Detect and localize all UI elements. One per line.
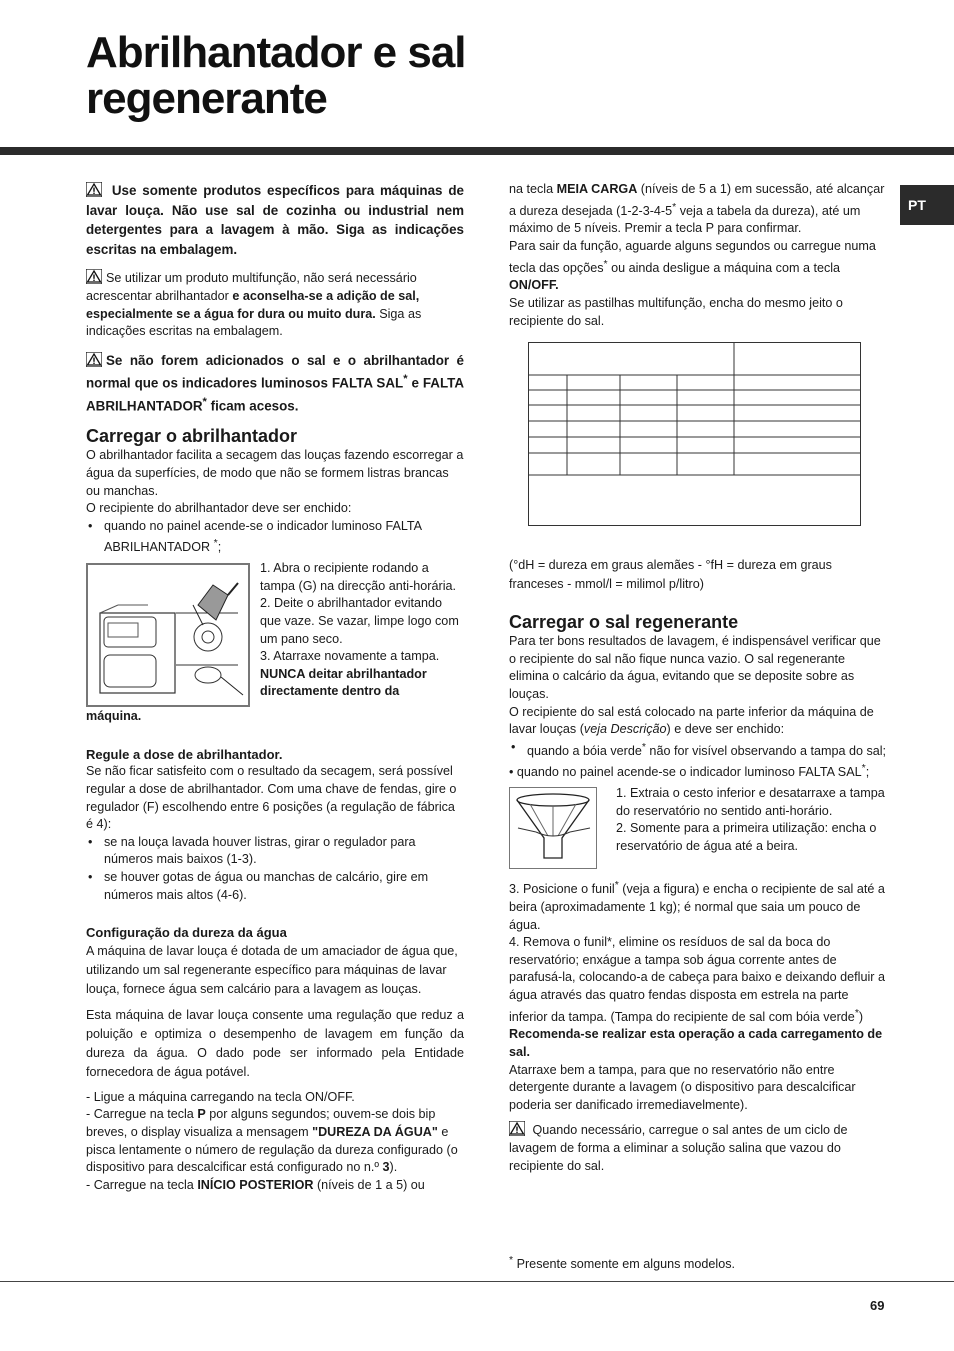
warning-icon bbox=[86, 182, 102, 197]
step-3: 3. Atarraxe novamente a tampa. bbox=[260, 649, 440, 664]
footnote-star: * bbox=[603, 257, 608, 270]
dispenser-drawing bbox=[88, 565, 248, 705]
footer-rule bbox=[0, 1281, 954, 1282]
footnote bbox=[509, 1252, 887, 1274]
salt-step-2: 2. Somente para a primeira utilização: encha o reservatório de água até a beira. bbox=[616, 821, 877, 854]
footnote-text: Presente somente em alguns modelos. bbox=[513, 1257, 736, 1272]
text: ) e deve ser enchido: bbox=[666, 722, 785, 737]
heading-dose: Regule a dose de abrilhantador. bbox=[86, 746, 283, 762]
rinse-aid-list bbox=[86, 518, 464, 557]
text: e pisca lentamente o número de regulação da dureza configurado (o dispositivo para descalcificar está configurado no n.º bbox=[86, 1124, 458, 1175]
multifunction-tablets: Se utilizar as pastilhas multifunção, encha do mesmo jeito o recipiente do sal. bbox=[509, 295, 843, 328]
salt-steps-1-2 bbox=[616, 785, 887, 855]
header-rule bbox=[0, 147, 954, 155]
warning-multifunction-bold: e aconselha-se a adição de sal, especialmente se a água for dura ou muito dura. bbox=[86, 288, 420, 321]
text: (níveis de 5 a 1) em sucessão, até alcançar a dureza desejada (1-2-3-4-5 bbox=[509, 182, 885, 218]
hardness-step-3-cont bbox=[509, 181, 887, 238]
text: 3. Posicione o funil bbox=[509, 882, 615, 897]
text: ). bbox=[389, 1160, 398, 1175]
key-on-off: ON/OFF. bbox=[509, 278, 559, 293]
text: (níveis de 1 a 5) ou bbox=[313, 1177, 425, 1192]
hardness-step-2 bbox=[86, 1106, 464, 1176]
text: não for visível observando a tampa do sal; bbox=[645, 743, 887, 758]
warning-icon bbox=[86, 269, 102, 284]
page-title: Abrilhantador e sal regenerante bbox=[86, 28, 466, 123]
setting-number: 3 bbox=[382, 1160, 390, 1175]
salt-indicator bbox=[509, 760, 887, 782]
footnote-star: * bbox=[854, 1006, 859, 1019]
rinse-aid-dispenser-illustration bbox=[86, 563, 250, 707]
list-item bbox=[86, 518, 464, 557]
heading-hardness: Configuração da dureza da água bbox=[86, 925, 287, 941]
hardness-table-grid bbox=[529, 343, 860, 525]
footnote-star: * bbox=[202, 396, 207, 409]
warning-indicators-text-2: e FALTA ABRILHANTADOR bbox=[86, 375, 464, 414]
text: na tecla bbox=[509, 182, 557, 196]
text: quando a bóia verde bbox=[527, 743, 642, 758]
footnote-star: * bbox=[509, 1254, 514, 1266]
warning-icon bbox=[509, 1121, 525, 1136]
footnote-star: * bbox=[641, 740, 646, 753]
salt-warning bbox=[509, 1121, 887, 1175]
step-1: 1. Abra o recipiente rodando a tampa (G) na direcção anti-horária. bbox=[260, 561, 456, 593]
text: ) bbox=[858, 1009, 864, 1024]
salt-figure-block bbox=[509, 785, 887, 877]
footnote-star: * bbox=[614, 879, 619, 892]
warning-multifunction bbox=[86, 269, 464, 340]
heading-salt: Carregar o sal regenerante bbox=[509, 612, 739, 633]
display-message: "DUREZA DA ÁGUA" bbox=[312, 1124, 438, 1139]
text: ; bbox=[865, 765, 870, 780]
text: (veja a figura) e encha o recipiente de sal até a beira (aproximadamente 1 kg); é normal que saia um pouco de água. bbox=[509, 882, 885, 932]
key-p: P bbox=[197, 1107, 206, 1122]
key-half-load: MEIA CARGA bbox=[556, 182, 638, 196]
footnote-star: * bbox=[403, 373, 408, 386]
salt-warning-text: Quando necessário, carregue o sal antes de um ciclo de lavagem de forma a eliminar a solução salina que vazou do recipiente do sal. bbox=[509, 1123, 848, 1173]
exit-function bbox=[509, 238, 887, 295]
funnel-drawing bbox=[510, 788, 596, 868]
text: Para sair da função, aguarde alguns segundos ou carregue numa tecla das opções bbox=[509, 238, 876, 275]
text: veja a tabela da dureza), até um máximo de 5 níveis. Premir a tecla P para confirmar. bbox=[509, 203, 861, 236]
funnel-illustration bbox=[509, 787, 597, 869]
left-column bbox=[86, 181, 464, 1194]
hardness-units: (°dH = dureza em graus alemães - °fH = dureza em graus franceses - mmol/l = milimol p/litro) bbox=[509, 558, 832, 592]
step-3-warning-end: máquina. bbox=[86, 709, 142, 724]
footnote-star: * bbox=[861, 762, 866, 775]
text: ou ainda desligue a máquina com a tecla bbox=[607, 260, 841, 275]
warning-indicators-text: Se não forem adicionados o sal e o abrilhantador é normal que os indicadores luminosos FALTA SAL bbox=[86, 352, 464, 391]
text: • quando no painel acende-se o indicador luminoso FALTA SAL bbox=[509, 765, 862, 780]
rinse-aid-fill-when: O recipiente do abrilhantador deve ser enchido: bbox=[86, 501, 352, 516]
see-description-ref: veja Descrição bbox=[583, 722, 667, 737]
salt-list bbox=[509, 739, 887, 761]
warning-multifunction-text: Se utilizar um produto multifunção, não será necessário acrescentar abrilhantador bbox=[86, 271, 417, 303]
hardness-intro: A máquina de lavar louça é dotada de um amaciador de água que, utilizando um sal regenerante específico para máquinas de lavar louça, fornece água sem calcário para a lavagem as louças. bbox=[86, 943, 458, 996]
dose-list bbox=[86, 834, 464, 904]
salt-step-4 bbox=[509, 934, 887, 1026]
list-item: • se houver gotas de água ou manchas de calcário, gire em números mais altos (4-6). bbox=[86, 869, 464, 904]
salt-recommendation: Recomenda-se realizar esta operação a cada carregamento de sal. bbox=[509, 1027, 883, 1059]
salt-tighten-cap: Atarraxe bem a tampa, para que no reservatório não entre detergente durante a lavagem (o dispositivo para descalcificar poderia ser danificado irremediavelmente). bbox=[509, 1062, 856, 1112]
warning-indicators-text-3: ficam acesos. bbox=[206, 398, 299, 414]
key-delay-start: INÍCIO POSTERIOR bbox=[197, 1177, 314, 1192]
hardness-step-3 bbox=[86, 1177, 464, 1195]
salt-step-3 bbox=[509, 877, 887, 934]
hardness-regulation: Esta máquina de lavar louça consente uma regulação que reduz a poluição e optimiza o desempenho de lavagem em função da dureza da água. O dado pode ser informado pela Entidade fornecedora de água potável. bbox=[86, 1007, 464, 1079]
rinse-aid-steps bbox=[260, 560, 464, 701]
list-item-text: quando no painel acende-se o indicador luminoso FALTA ABRILHANTADOR bbox=[104, 518, 422, 555]
warning-products bbox=[86, 181, 464, 259]
text: - Carregue na tecla bbox=[86, 1107, 198, 1122]
rinse-aid-intro: O abrilhantador facilita a secagem das louças fazendo escorregar a água da superfícies, de modo que não se formem listras brancas ou manchas. bbox=[86, 448, 464, 498]
step-3-warning: NUNCA deitar abrilhantador directamente dentro da bbox=[260, 666, 427, 699]
salt-intro: Para ter bons resultados de lavagem, é indispensável verificar que o recipiente do sal não fique nunca vazio. O sal regenerante elimina o calcário da água, evitando que se deposite sobre as louças. bbox=[509, 634, 881, 701]
warning-indicators bbox=[86, 351, 464, 417]
page-number: 69 bbox=[870, 1298, 885, 1313]
salt-location bbox=[509, 704, 887, 739]
footnote-star: * bbox=[672, 200, 677, 213]
list-item: • se na louça lavada houver listras, girar o regulador para números mais baixos (1-3). bbox=[86, 834, 464, 869]
warning-products-text: Use somente produtos específicos para máquinas de lavar louça. Não use sal de cozinha ou industrial nem detergentes para a lavagem à mão. Siga as indicações escritas na embalagem. bbox=[86, 183, 464, 257]
hardness-step-1: - Ligue a máquina carregando na tecla ON/OFF. bbox=[86, 1089, 355, 1104]
text: por alguns segundos; ouvem-se dois bip breves, o display visualiza a mensagem bbox=[86, 1107, 436, 1139]
dose-intro: Se não ficar satisfeito com o resultado da secagem, será possível regular a dose de abrilhantador. Com uma chave de fendas, gire o regulador (F) escolhendo entre 6 posições (a regulação de fábrica é 4): bbox=[86, 764, 457, 832]
text: 4. Remova o funil*, elimine os resíduos de sal da boca do reservatório; enxágue a tampa sob água corrente antes de parafusá-la, colocando-a de cabeça para baixo e deixando defluir a água através das quatro fendas disposta em estrela na parte inferior da tampa. (Tampa do recipiente de sal com bóia verde bbox=[509, 935, 885, 1024]
warning-multifunction-end: Siga as indicações escritas na embalagem. bbox=[86, 306, 422, 339]
salt-step-1: 1. Extraia o cesto inferior e desatarraxe a tampa do reservatório no sentido anti-horário. bbox=[616, 786, 885, 818]
language-tab: PT bbox=[900, 185, 954, 225]
list-item-end: ; bbox=[217, 540, 222, 555]
step-2: 2. Deite o abrilhantador evitando que vaze. Se vazar, limpe logo com um pano seco. bbox=[260, 596, 459, 646]
hardness-table bbox=[528, 342, 861, 526]
footnote-star: * bbox=[213, 537, 218, 550]
right-column bbox=[509, 181, 887, 1175]
text: - Carregue na tecla bbox=[86, 1177, 198, 1192]
rinse-aid-figure-block bbox=[86, 560, 464, 710]
text: O recipiente do sal está colocado na parte inferior da máquina de lavar louças ( bbox=[509, 704, 874, 737]
warning-icon bbox=[86, 352, 102, 367]
list-item bbox=[509, 739, 887, 761]
heading-rinse-aid: Carregar o abrilhantador bbox=[86, 426, 298, 447]
